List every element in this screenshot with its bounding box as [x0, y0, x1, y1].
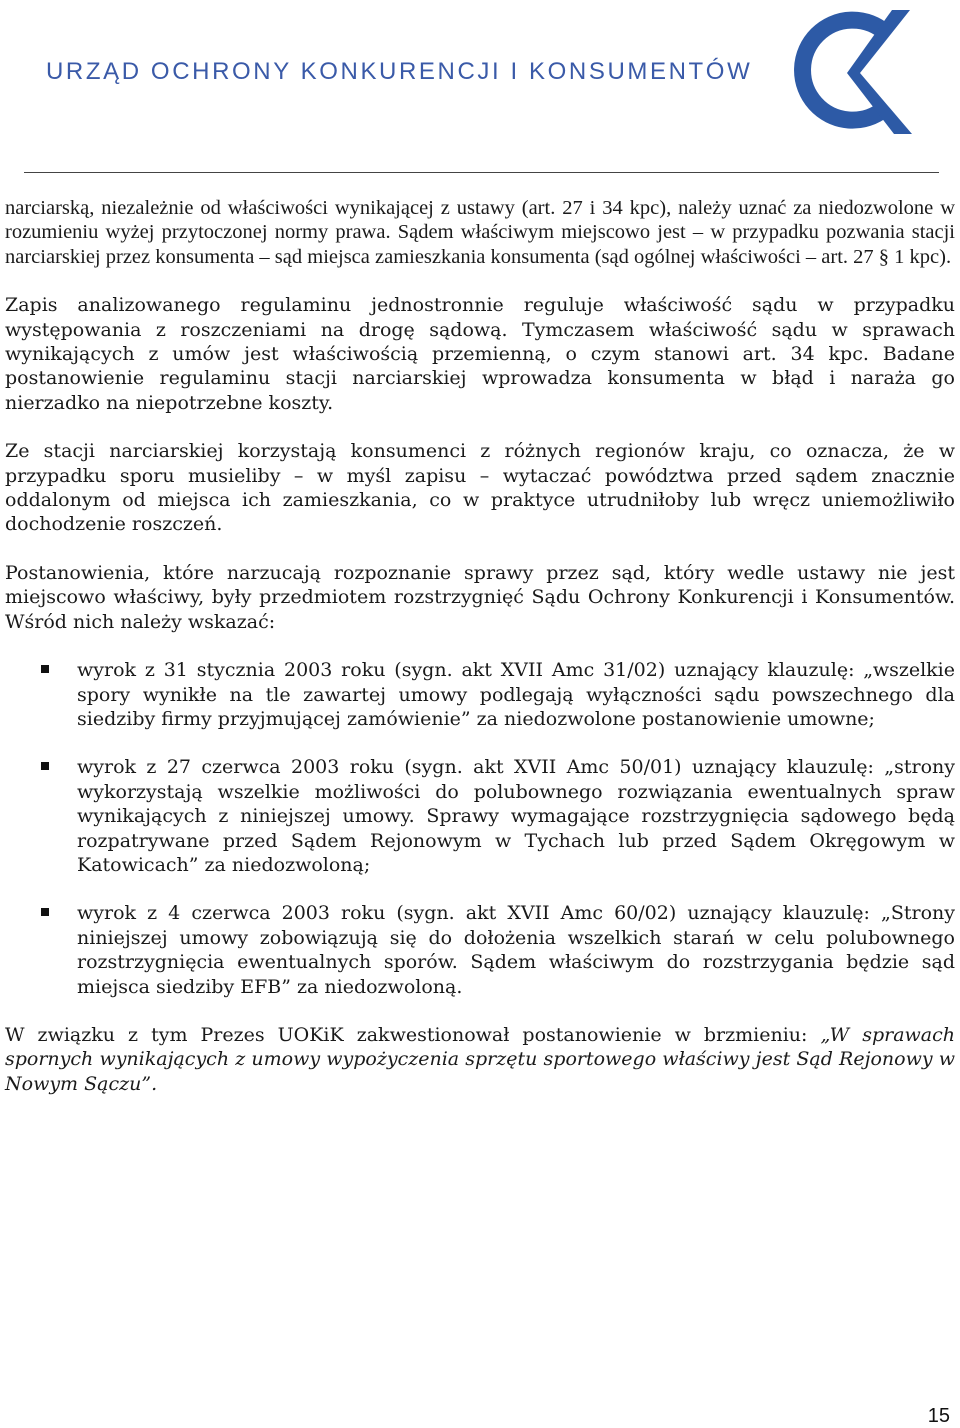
list-item-text: wyrok z 31 stycznia 2003 roku (sygn. akt XVII Amc 31/02) uznający klauzulę: „wszelkie spory wynikłe na tle zawartej umowy podlegają wyłączności sądu powszechnego dla siedziby firmy przyjmującej zamówienie” za niedozwolone postanowienie umowne;: [77, 659, 955, 730]
header-divider: [24, 172, 939, 173]
list-item: [5, 658, 955, 731]
list-item: [5, 755, 955, 877]
list-item: [5, 901, 955, 999]
paragraph: Ze stacji narciarskiej korzystają konsumenci z różnych regionów kraju, co oznacza, że w przypadku sporu musieliby – w myśl zapisu – wytaczać powództwa przed sądem znacznie oddalonym od miejsca ich zamieszkania, co w praktyce utrudniłoby lub wręcz uniemożliwiło dochodzenie roszczeń.: [5, 440, 955, 536]
header-title: URZĄD OCHRONY KONKURENCJI I KONSUMENTÓW: [46, 58, 753, 85]
list-item-text: wyrok z 4 czerwca 2003 roku (sygn. akt XVII Amc 60/02) uznający klauzulę: „Strony niniejszej umowy zobowiązują się do dołożenia wszelkich starań w celu polubownego rozstrzygnięcia ewentualnych sporów. Sądem właściwym do rozstrzygania będzie sąd miejsca siedziby EFB” za niedozwoloną.: [77, 902, 955, 998]
paragraph: Postanowienia, które narzucają rozpoznanie sprawy przez sąd, który wedle ustawy nie jest miejscowo właściwy, były przedmiotem rozstrzygnięć Sądu Ochrony Konkurencji i Konsumentów. Wśród nich należy wskazać:: [5, 561, 955, 633]
ruling-list: [5, 658, 955, 999]
paragraph: Zapis analizowanego regulaminu jednostronnie reguluje właściwość sądu w przypadku występowania z roszczeniami na drogę sądową. Tymczasem właściwość sądu w sprawach wynikających z umów jest właściwością przemienną, o czym stanowi art. 34 kpc. Badane postanowienie regulaminu stacji narciarskiej wprowadza konsumenta w błąd i naraża go nierzadko na niepotrzebne koszty.: [5, 294, 955, 414]
square-bullet-icon: [41, 665, 49, 673]
square-bullet-icon: [41, 762, 49, 770]
paragraph: narciarską, niezależnie od właściwości wynikającej z ustawy (art. 27 i 34 kpc), należy uznać za niedozwolone w rozumieniu wyżej przytoczonej normy prawa. Sądem właściwym miejscowo jest – w przypadku pozwania stacji narciarskiej przez konsumenta – sąd miejsca zamieszkania konsumenta (sąd ogólnej właściwości – art. 27 § 1 kpc).: [5, 197, 955, 268]
square-bullet-icon: [41, 908, 49, 916]
uokik-logo-icon: [784, 8, 914, 138]
list-item-text: wyrok z 27 czerwca 2003 roku (sygn. akt XVII Amc 50/01) uznający klauzulę: „strony wykorzystają wszelkie możliwości do polubownego rozwiązania ewentualnych spraw wynikających z niniejszej umowy. Sprawy wymagające rozstrzygnięcia sądowego będą rozpatrywane przed Sądem Rejonowym w Tychach lub przed Sądem Okręgowym w Katowicach” za niedozwoloną;: [77, 756, 955, 876]
quoted-clause: „W sprawach spornych wynikających z umowy wypożyczenia sprzętu sportowego właściwy jest Sąd Rejonowy w Nowym Sączu”.: [5, 1023, 956, 1095]
page-number: 15: [927, 1405, 950, 1427]
document-body: [5, 196, 955, 1120]
paragraph-lead: W związku z tym Prezes UOKiK zakwestionował postanowienie w brzmieniu:: [5, 1023, 821, 1046]
paragraph: [5, 1023, 955, 1096]
